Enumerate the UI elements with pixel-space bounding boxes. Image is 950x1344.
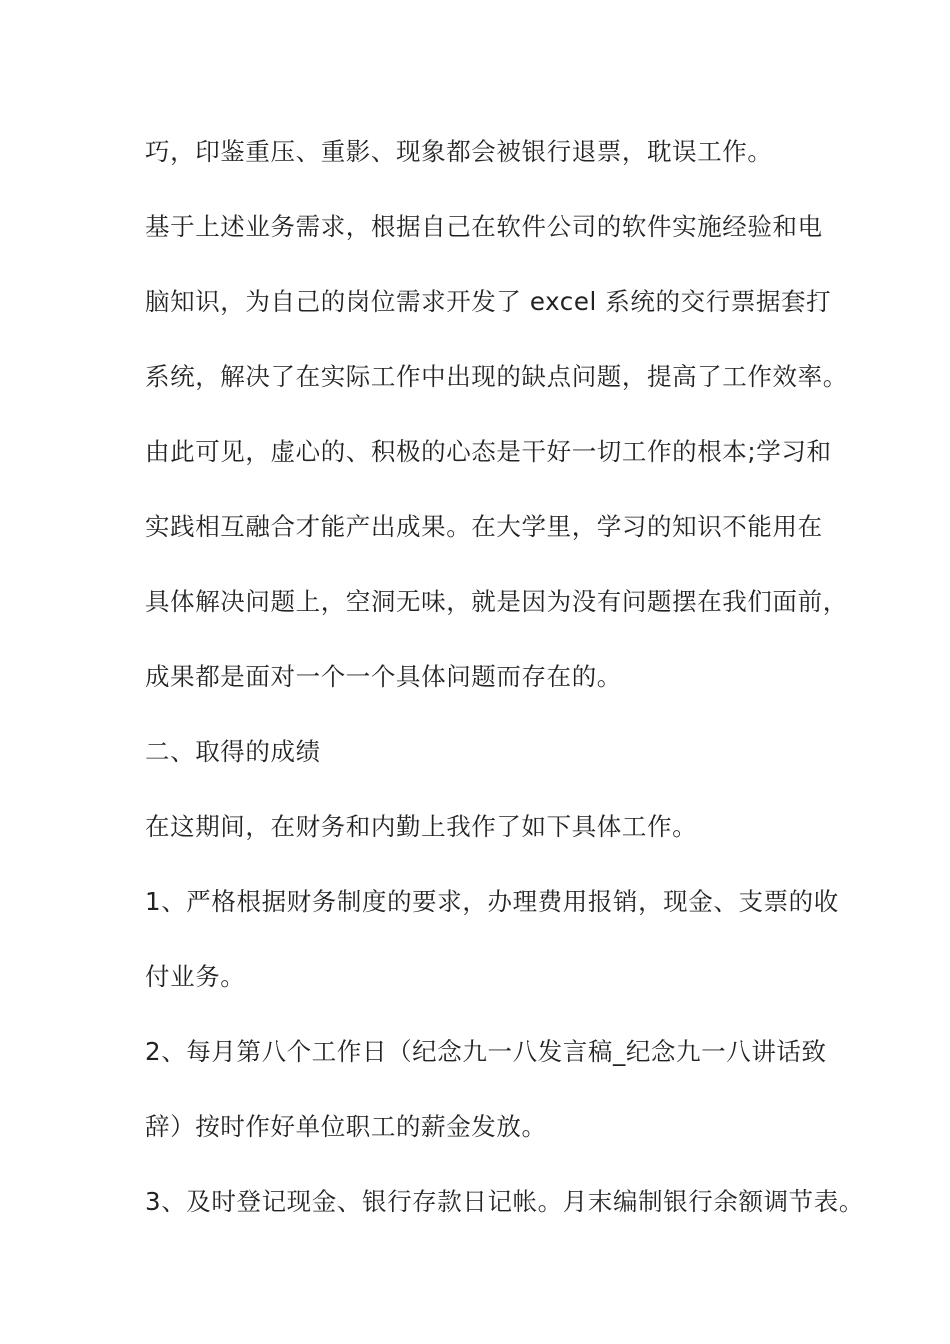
list-item-3-line-1: 3、及时登记现金、银行存款日记帐。月末编制银行余额调节表。	[145, 1187, 864, 1216]
paragraph-line-1: 巧，印鉴重压、重影、现象都会被银行退票，耽误工作。	[145, 137, 773, 166]
paragraph-line-2: 基于上述业务需求，根据自己在软件公司的软件实施经验和电	[145, 212, 823, 241]
paragraph-line-3: 脑知识，为自己的岗位需求开发了 excel 系统的交行票据套打	[145, 287, 832, 316]
list-item-1-line-2: 付业务。	[145, 962, 246, 991]
paragraph-line-7: 具体解决问题上，空洞无味，就是因为没有问题摆在我们面前，	[145, 587, 848, 616]
paragraph-line-6: 实践相互融合才能产出成果。在大学里，学习的知识不能用在	[145, 512, 823, 541]
paragraph-line-8: 成果都是面对一个一个具体问题而存在的。	[145, 662, 622, 691]
paragraph-line-5: 由此可见，虚心的、积极的心态是干好一切工作的根本;学习和	[145, 437, 832, 466]
paragraph-line-10: 在这期间，在财务和内勤上我作了如下具体工作。	[145, 812, 698, 841]
section-heading: 二、取得的成绩	[145, 737, 321, 766]
list-item-2-line-1: 2、每月第八个工作日（纪念九一八发言稿_纪念九一八讲话致	[145, 1037, 827, 1066]
paragraph-line-4: 系统，解决了在实际工作中出现的缺点问题，提高了工作效率。	[145, 362, 848, 391]
list-item-1-line-1: 1、严格根据财务制度的要求，办理费用报销，现金、支票的收	[145, 887, 839, 916]
list-item-2-line-2: 辞）按时作好单位职工的薪金发放。	[145, 1112, 547, 1141]
